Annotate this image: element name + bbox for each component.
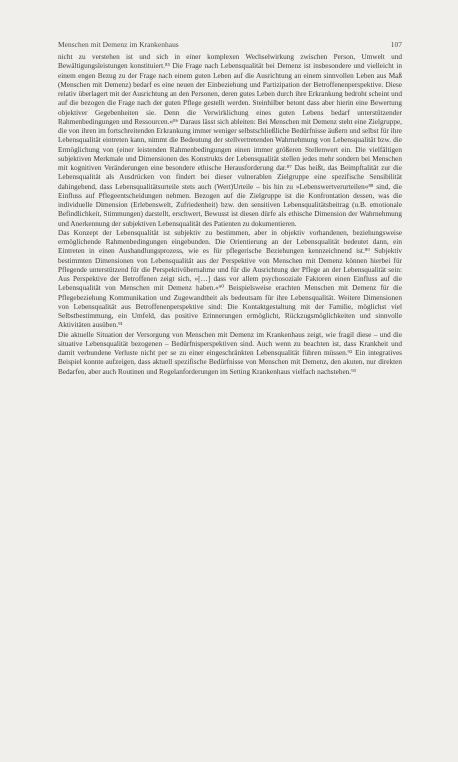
- paragraph-3: Die aktuelle Situation der Versorgung von Menschen mit Demenz im Krankenhaus zeigt, wie fragil diese – und die situative Lebensqualität bezogenen – Bedürfnisperspektiven sind. Auch wenn zu beachten ist, dass Krankheit und damit verbundene Verluste nicht per se zu einer eingeschränkten Lebensqualität führen müssen.⁹² Ein integratives Beispiel konnte aufzeigen, dass aktuell spezifische Bedürfnisse von Menschen mit Demenz, den akuten, nur direkten Bedarfen, aber auch Routinen und Regelanforderungen im Setting Krankenhaus vielfach nachstehen.⁹³: [58, 330, 402, 376]
- running-head: [58, 40, 402, 49]
- paragraph-1: nicht zu verstehen ist und sich in einer komplexen Wechselwirkung zwischen Person, Umwelt und Bewältigungsleistungen konstituiert.⁸⁵ Die Frage nach Lebensqualität bei Demenz ist insbesondere und vielleicht in einem engen Bezug zu der Frage nach einem guten Leben auf die Ausrichtung an einem sinnvollen Leben aus Maß (Menschen mit Demenz) bedarf es eine neuen der Einbeziehung und Partizipation der Betroffenenperspektive. Diese relativ überlagert mit der Ausrichtung an den Personen, deren gutes Leben durch ihre Erkrankung bedroht scheint und auf die bezogen die Frage nach der guten Pflege gestellt werden. Steinhilber betont dass aber hierin eine Bewertung objektiver Gegebenheiten sie. Denn die Verwirklichung eines guten Lebens bedarf unterstützender Rahmenbedingungen und Ressourcen.«⁸⁶ Daraus lässt sich ableiten: Bei Menschen mit Demenz steht eine Zielgruppe, die von ihren im fortschreitenden Erkrankung immer weniger selbstschließliche Bedürfnisse äußern und selbst für ihre Lebensqualität eintreten kann, nimmt die Bedeutung der stellvertretenden Wahrnehmung von Lebensqualität bzw. die Ermöglichung von (einer leistenden Rahmenbedingungen einen immer größeren Stellenwert ein. Die vielfältigen subjektiven Merkmale und Dimensionen des Konstrukts der Lebensqualität stellen jedes mehr sondern bei Menschen mit kognitiven Veränderungen eine besondere ethische Herausforderung dar.⁸⁷ Das heißt, das Beimpftalität zur die Lebensqualität als Ausdrücken von findert bei dieser vulnerablen Zielgruppe eine spezifische Sensibilität dahingehend, dass Lebensqualitätsurteile stets auch (Wert)Urteile – bis hin zu »Lebenswertverurteilen«⁸⁸ sind, die Einfluss auf Pflegeentscheidungen nehmen. Bezogen auf die Zielgruppe ist die Konfrontation dessen, was die individuelle Dimension (Erlebenswelt, Zufriedenheit) bzw. den sensitiven Lebensqualitätsbeitrag (u.B. emotionale Befindlichkeit, Stimmungen) darstellt, erschwert, Bewusst ist diesen dürfe als ethische Dimension der Wahrnehmung und Anerkennung der subjektiven Lebensqualität des Patienten zu dokumentieren.: [58, 53, 402, 228]
- running-head-title: Menschen mit Demenz im Krankenhaus: [58, 40, 179, 49]
- page-number: 107: [390, 40, 402, 49]
- paragraph-2: Das Konzept der Lebensqualität ist subjektiv zu bestimmen, aber in objektiv vorhandenen, beziehungsweise ermöglichende Rahmenbedingungen eingebunden. Die Orientierung an der Lebensqualität bedeutet dann, ein Eintreten in einen Aushandlungsprozess, wie es für pflegerische Beziehungen kennzeichnend ist.⁸⁹ Subjektiv bestimmten Dimensionen von Lebensqualität aus der Perspektive von Menschen mit Demenz können hierbei für Pflegende unterstützend für die Perspektivübernahme und für die Ausrichtung der Pflege an der Lebensqualität sein: Aus Perspektive der Betroffenen zeigt sich, »[…] dass vor allem psychosoziale Faktoren einen Einfluss auf die Lebensqualität von Menschen mit Demenz haben.«⁹⁰ Beispielsweise erachten Menschen mit Demenz für die Pflegebeziehung Kommunikation und Zugewandtheit als bedeutsam für ihre Lebensqualität. Weitere Dimensionen von Lebensqualität aus Betroffenenperspektive sind: Die Kontaktgestaltung mit der Familie, möglichst viel Selbstbestimmung, ein Umfeld, das positive Erinnerungen ermöglicht, Rückzugsmöglichkeiten und sinnvolle Aktivitäten ausüben.⁹¹: [58, 228, 402, 330]
- body-text: [58, 53, 402, 377]
